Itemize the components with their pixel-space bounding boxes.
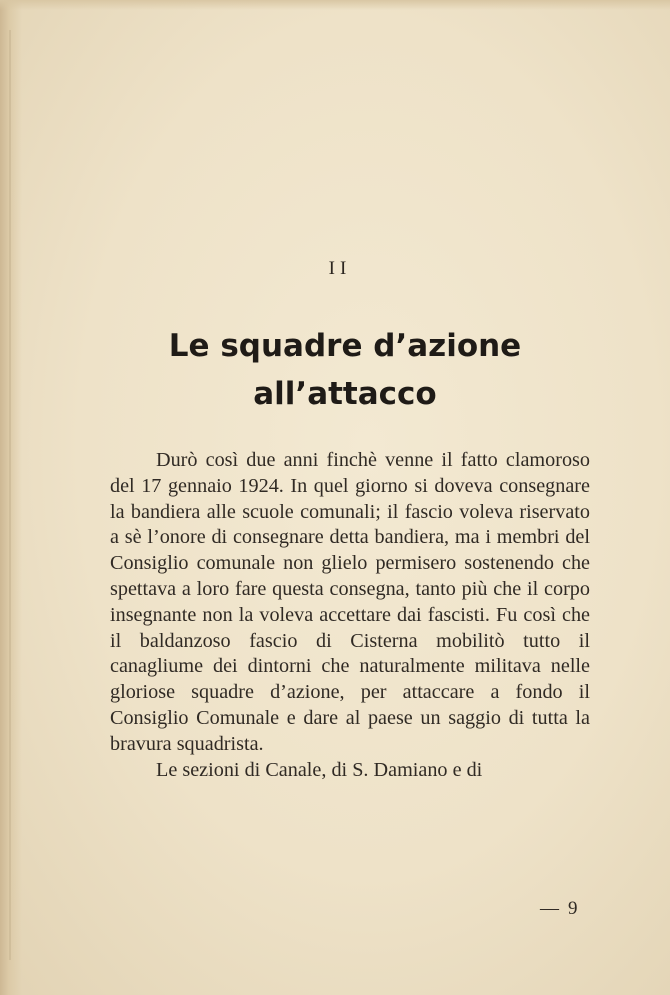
page-number-dash: — [540,898,560,919]
spine-shadow [0,0,22,995]
paragraph-2: Le sezioni di Canale, di S. Damiano e di [156,758,483,781]
chapter-title-line-2: all’attacco [253,376,437,412]
body-text [110,448,590,783]
binding-fold [9,30,11,960]
paragraph-1: Durò così due anni finchè venne il fatto clamoroso del 17 gennaio 1924. In quel giorno si doveva consegnare la bandiera alle scuole comunali; il fascio voleva riservato a sè l’onore di consegnare detta bandiera, ma i membri del Consiglio comunale non glielo permisero sostenendo che spettava a loro fare questa consegna, tanto più che il corpo insegnante non la voleva accettare dai fascisti. Fu così che il baldanzoso fascio di Cisterna mobilitò tutto il canagliume dei dintorni che naturalmente militava nelle gloriose squadre d’azione, per attaccare a fondo il Consiglio Comunale e dare al paese un saggio di tutta la bravura squadrista. [110,449,590,755]
page-number: 9 [568,898,579,919]
chapter-number: II [328,258,352,279]
page-top-edge [0,0,670,10]
page-footer [540,898,579,920]
chapter-title [0,322,670,418]
chapter-title-line-1: Le squadre d’azione [168,328,522,364]
